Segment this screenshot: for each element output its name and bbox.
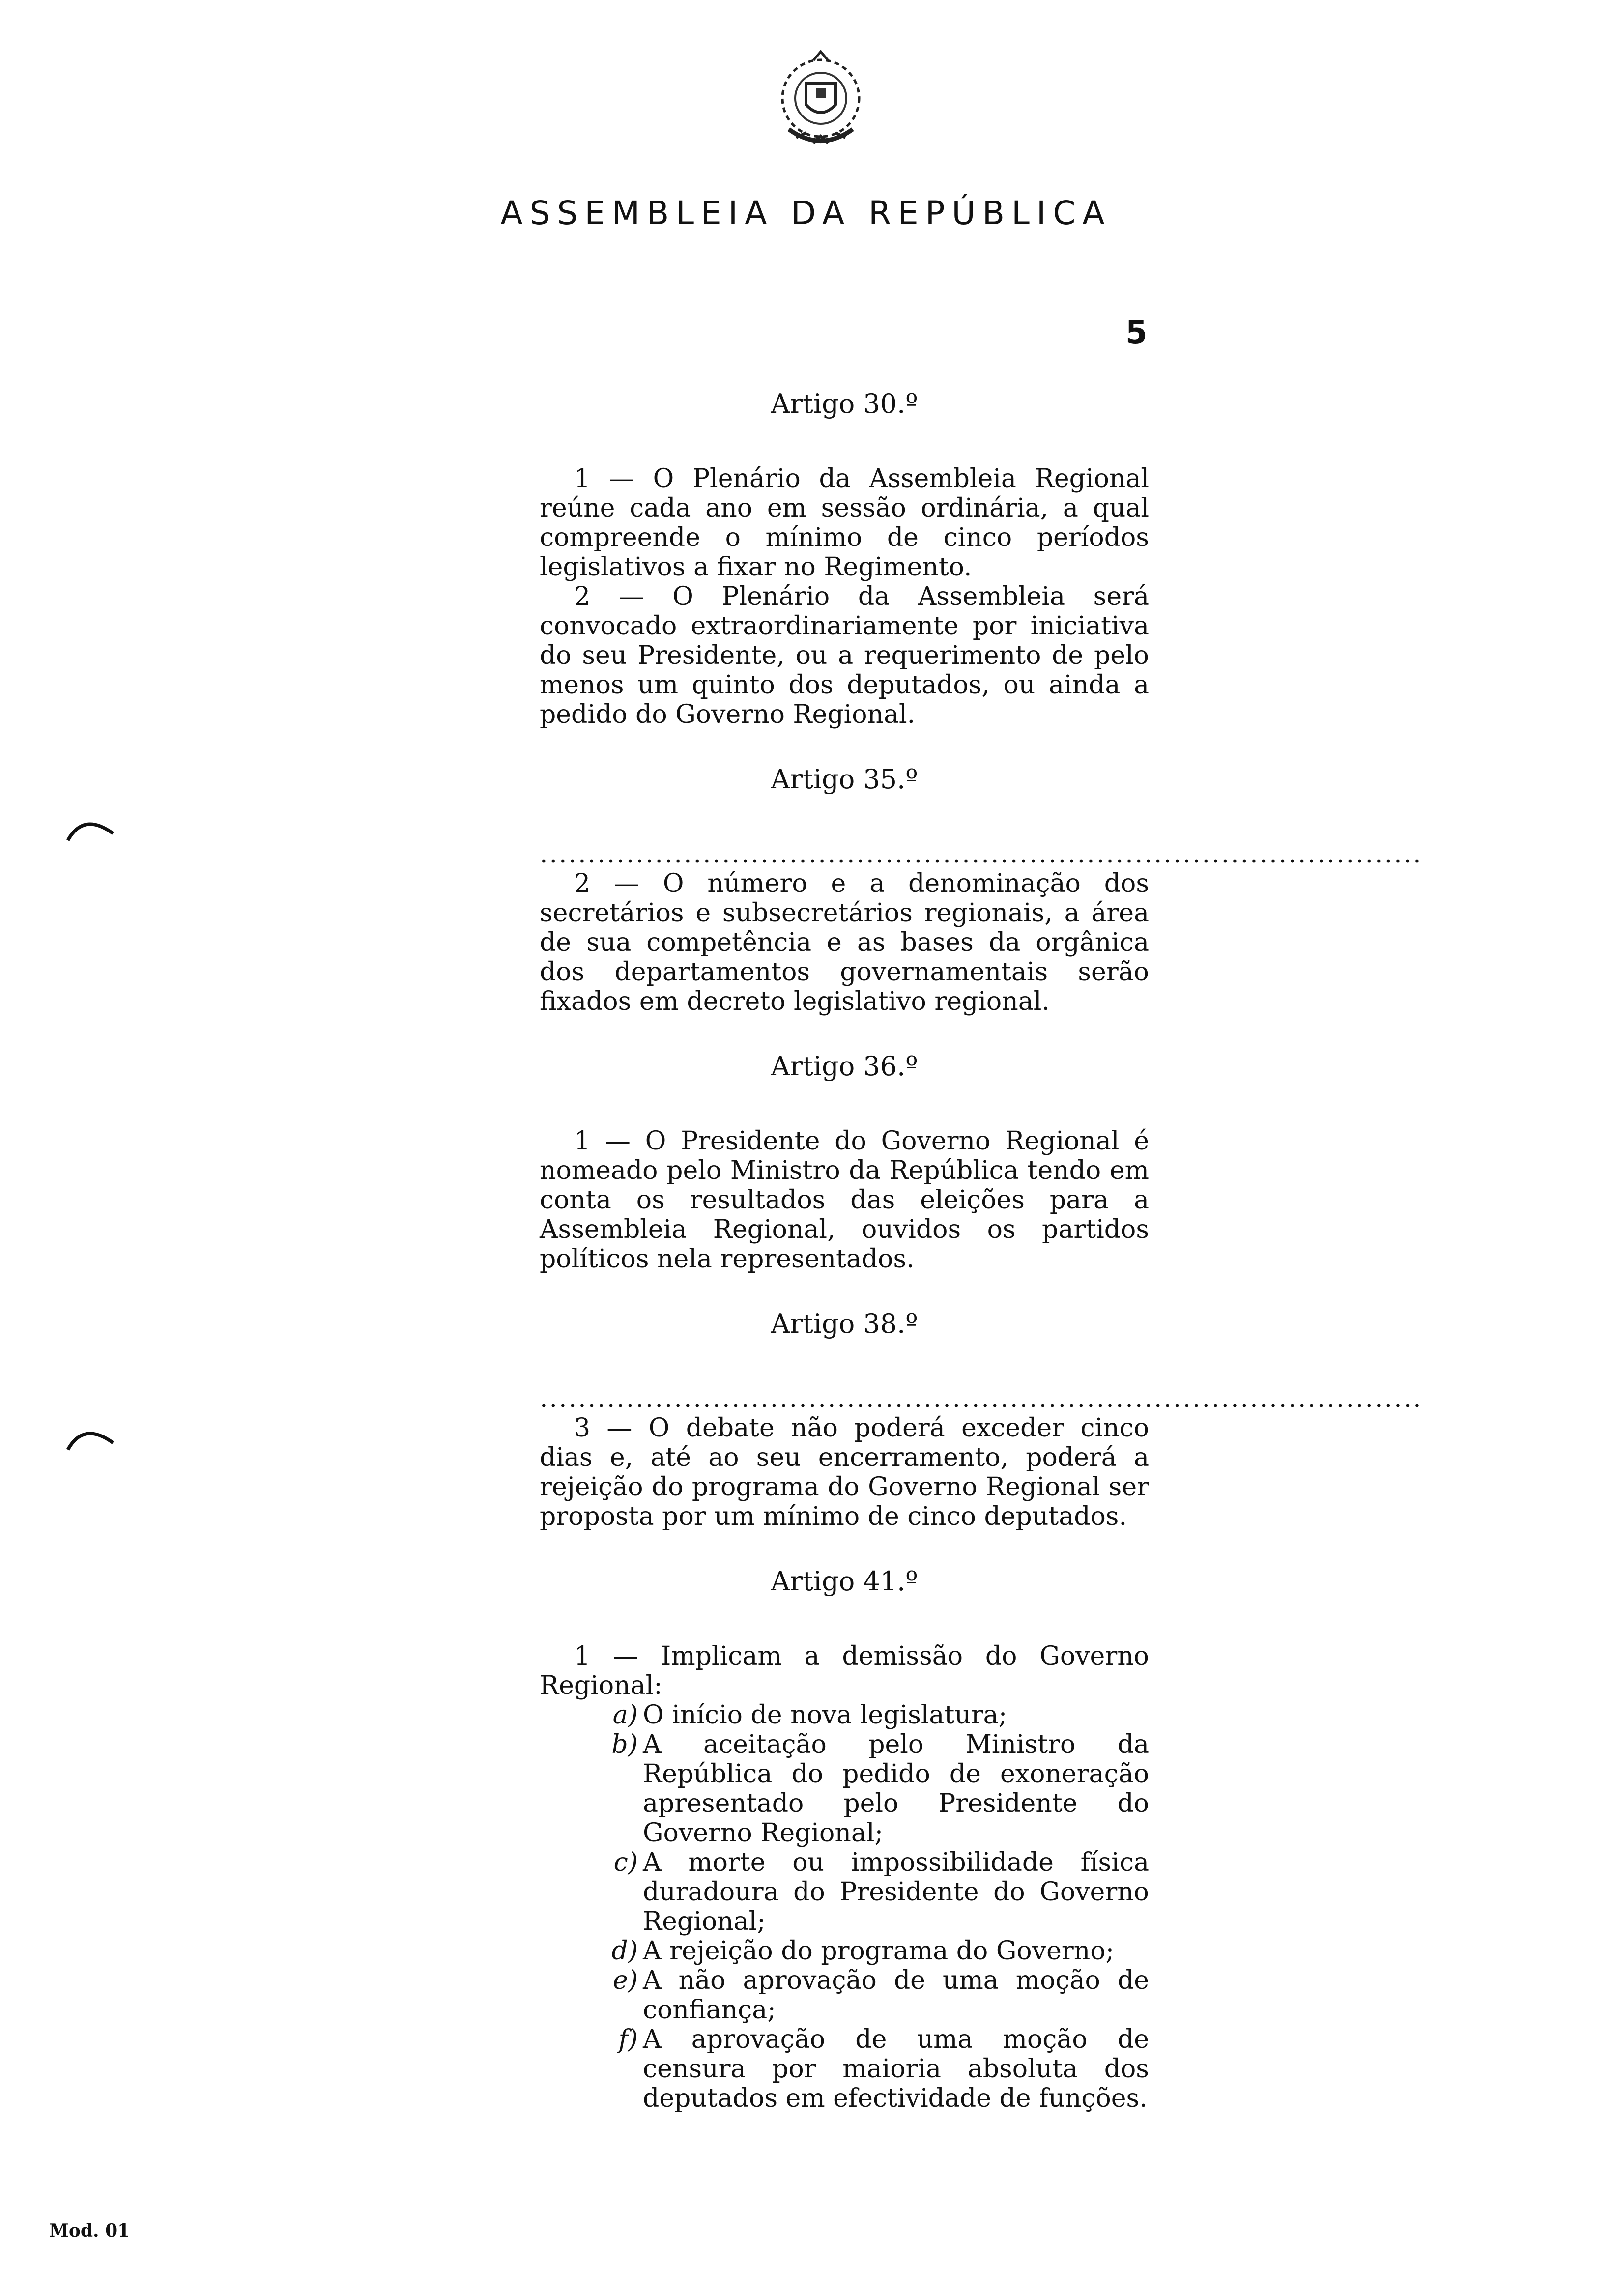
omission-dots: ............................................................................................ xyxy=(540,839,1423,869)
list-item xyxy=(540,1966,1149,2025)
list-item-text: O início de nova legislatura; xyxy=(643,1700,1008,1730)
document-header: ASSEMBLEIA DA REPÚBLICA xyxy=(500,194,1112,232)
article-paragraph: 1 — Implicam a demissão do Governo Regional: xyxy=(540,1641,1149,1700)
omission-dots: ............................................................................................ xyxy=(540,1384,1423,1413)
list-item-text: A rejeição do programa do Governo; xyxy=(643,1936,1115,1966)
article-heading: Artigo 36.º xyxy=(771,1051,918,1082)
list-item xyxy=(540,2025,1149,2113)
punch-mark-icon xyxy=(64,1425,118,1455)
list-item-marker: c) xyxy=(613,1848,638,1877)
list-item-marker: e) xyxy=(612,1966,638,1995)
article-heading: Artigo 30.º xyxy=(771,388,918,419)
article-paragraph: 1 — O Presidente do Governo Regional é nomeado pelo Ministro da República tendo em conta os resultados das eleições para a Assembleia Regional, ouvidos os partidos políticos nela representados. xyxy=(540,1126,1149,1274)
form-model-label: Mod. 01 xyxy=(49,2220,130,2241)
list-item-marker: b) xyxy=(611,1730,638,1759)
list-item xyxy=(540,1700,1149,1730)
article-heading: Artigo 38.º xyxy=(771,1308,918,1339)
coat-of-arms-icon xyxy=(759,47,882,160)
enumerated-list xyxy=(540,1700,1149,2113)
article-paragraph: 1 — O Plenário da Assembleia Regional reúne cada ano em sessão ordinária, a qual compreende o mínimo de cinco períodos legislativos a fixar no Regimento. xyxy=(540,464,1149,582)
document-body xyxy=(540,378,1423,2113)
list-item xyxy=(540,1730,1149,1848)
article-paragraph: 2 — O Plenário da Assembleia será convocado extraordinariamente por iniciativa do seu Presidente, ou a requerimento de pelo menos um quinto dos deputados, ou ainda a pedido do Governo Regional. xyxy=(540,582,1149,729)
list-item-marker: a) xyxy=(612,1700,638,1730)
article-paragraph: 2 — O número e a denominação dos secretários e subsecretários regionais, a área de sua competência e as bases da orgânica dos departamentos governamentais serão fixados em decreto legislativo regional. xyxy=(540,869,1149,1016)
list-item-marker: d) xyxy=(611,1936,638,1966)
list-item xyxy=(540,1936,1149,1966)
list-item xyxy=(540,1848,1149,1936)
punch-mark-icon xyxy=(64,816,118,845)
page-number: 5 xyxy=(1125,315,1148,351)
article-heading: Artigo 35.º xyxy=(771,764,918,795)
article-paragraph: 3 — O debate não poderá exceder cinco dias e, até ao seu encerramento, poderá a rejeição do programa do Governo Regional ser proposta por um mínimo de cinco deputados. xyxy=(540,1413,1149,1531)
list-item-text: A não aprovação de uma moção de confiança; xyxy=(643,1966,1149,2025)
list-item-text: A morte ou impossibilidade física duradoura do Presidente do Governo Regional; xyxy=(643,1848,1149,1936)
list-item-marker: f) xyxy=(618,2025,638,2054)
list-item-text: A aprovação de uma moção de censura por maioria absoluta dos deputados em efectividade de funções. xyxy=(643,2025,1149,2113)
article-heading: Artigo 41.º xyxy=(771,1566,918,1597)
list-item-text: A aceitação pelo Ministro da República do pedido de exoneração apresentado pelo Presidente do Governo Regional; xyxy=(643,1730,1149,1848)
